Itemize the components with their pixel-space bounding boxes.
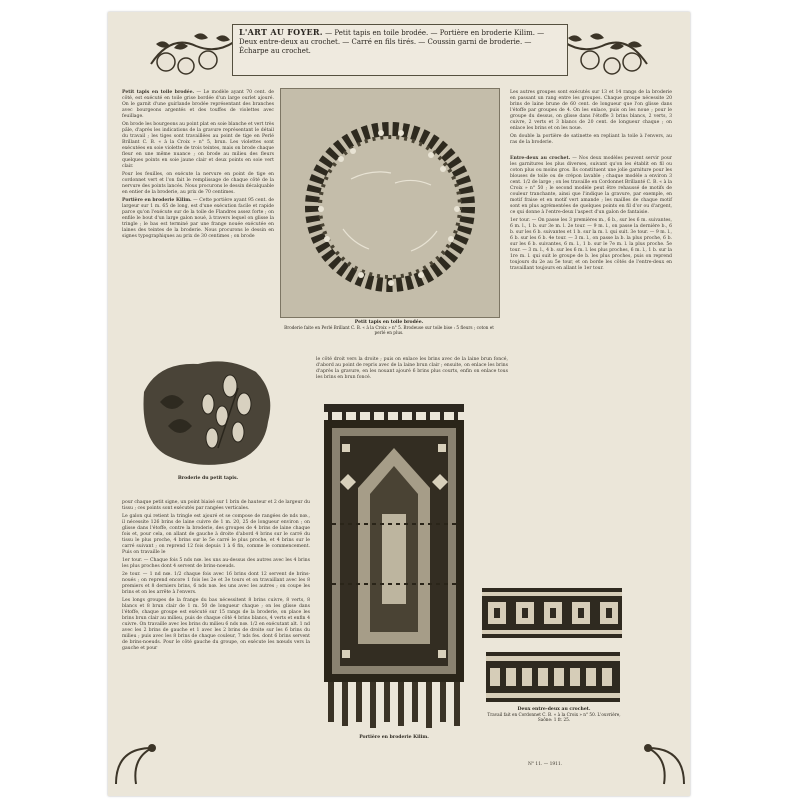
column-left-bottom [122,500,310,654]
fruit-ornament-right-icon [562,24,652,84]
wreath-caption-detail: Broderie faite en Perlé Brillant C. B. « à la Croix » n° 5. Brodeuse sur toile bise : 5 fleurs ; coton et perlé en plus. [284,325,494,335]
header-band [146,20,652,84]
column-left-top [122,90,274,242]
wreath-caption-title: Petit tapis en toile brodée. [354,320,424,325]
lace-caption-title: Deux entre-deux au crochet. [517,707,591,712]
col3-paragraph: Les autres groupes sont exécutés sur 13 et 14 rangs de la broderie en passant un rang entre les groupes. Chaque groupe nécessite 20 brins de laine brune de 60 cent. de longueur que l'on glisse dans l'étoffe par groupes de 4. On les enlace, puis on les noue ; pour le groupe du dessus, on glisse dans l'étoffe 3 brins blancs, 2 verts, 3 cuivre, 2 verts et 3 blancs de 20 cent. de longueur chaque ; on enlace les brins et on les noue. [510,90,672,131]
col1b-paragraph-4: 2e tour. — 1 nd nœ. 1/2 chaque fois avec 16 brins dont 12 servent de brins-noués ; on reprend encore 1 fois les 2e et 3e tours et on travaillant avec les 8 premiers et 8 derniers brins, 6 nds nœ. les uns avec les autres ; on coupe les brins et on les arrête à l'envers. [122,572,310,595]
entre-paragraph [510,156,672,216]
rounds-paragraph: 1er tour. — On passe les 3 premières m., 6 b., sur les 6 m. suivantes, 6 m. l., 1 b. sur 3e m. l. 2e tour. — 9 m. l., on passe la dernière b., 6 b. sur les 6 b. suivantes et 1 b. sur la m. l. qui suit. 3e tour. — 9 m. l., 6 b. sur les 6 b. 4e tour. — 3 m. l., on passe la b. la plus proche, 6 b. sur les 6 b. suivantes, 6 m. l., 1 b. sur le 7e m. l. la plus proche. 5e tour. — 3 m. l., 4 b. sur les 6 m. l. les plus proches, 6 m. l., 1 b. sur la 1re m. l. qui suit le groupe de b. les plus proches, puis on reprend toujours du 2e au 5e tour, et on borde les côtés de l'entre-deux en travaillant toujours en allant le 1er tour. [510,218,672,271]
tapis-title: Petit tapis en toile brodée. [122,90,195,95]
crochet-lace-2-icon [486,652,620,702]
wreath-caption [280,319,498,335]
wreath-embroidery-icon [281,89,499,317]
lace-caption [482,706,626,722]
lace-figure-1 [482,588,622,638]
col1b-paragraph: pour chaque petit signe, un point biaisé sur 1 brin de hauteur et 2 de largeur du tissu ; ces points sont exécutés par rangées verticales. [122,500,310,511]
fruit-ornament-left-icon [146,24,236,84]
column-right-top [510,90,672,274]
col3-paragraph-2: On double la portière de satinette en repliant la toile à l'envers, au ras de la broderie. [510,134,672,145]
tapis-paragraph-3: Pour les feuilles, on exécute la nervure en point de tige en cordonnet vert et l'on fait le remplissage de chaque côté de la nervure des points lancés. Nous procurons le dessin décalquable en entier de la broderie, au prix de 70 centimes. [122,172,274,195]
tapis-text: — Le modèle ayant 70 cent. de côté, est exécuté en toile grise bordée d'un large ourlet ajouré. On le garnit d'une guirlande brodée représentant des branches avec bourgeons argentés et des touffes de violettes avec feuillage. [122,90,275,119]
col1b-paragraph-3: 1er tour. — Chaque fois 5 nds nœ. les uns au-dessus des autres avec les 4 brins les plus proches dont 4 servent de brins-noeuds. [122,558,310,569]
kilim-rug-icon [318,404,470,732]
portiere-title: Portière en broderie Kilim. [122,198,192,203]
portiere-text: — Cette portière ayant 95 cent. de largeur sur 1 m. 65 de long, est d'une exécution facile et rapide parce qu'on l'exécute sur de la toile de Flandres assez forte ; on enfile le bout d'un large galon noué, à travers lequel on glisse la tringle ; le bas est terminé par une frange nouée exécutée en laines des teintes de la broderie. Nous procurons le dessin en signes typographiques au prix de 30 centimes ; on brode [122,198,274,239]
page-number: N° 11. — 1911. [528,762,563,767]
entre-text: — Nos deux modèles peuvent servir pour les garnitures les plus diverses, suivant qu'on les établit en fil ou coton plus ou moins gros. Ils constituent une jolie garniture pour les blouses de toile ou de crépon lavable ; chaque modèle a environ 3 cent. 1/2 de large ; on les travaille en Cordonnet Brillanté C. B. « à la Croix » n° 50 ; le second modèle peut être rehaussé de motifs de couleur tranchante, ainsi que l'indique la gravure, par exemple, en motif fraise et en motif vert amande ; les mailles de chaque motif sont en plus agrémentées de quelques points en fil d'or ou d'argent, ce qui donne à l'entre-deux l'aspect d'un galon de fantaisie. [510,156,672,215]
lace-figure-2 [486,652,620,702]
corner-ornament-left-icon [112,728,172,788]
col2-paragraph: le côté droit vers la droite ; puis on enlace les brins avec de la laine brun foncé, d'abord au point de repris avec de la laine brun clair ; ensuite, on enlace les brins d'après la gravure, en les nouant ajouré 6 brins plus courts, enfin on enlace tous les brins en brun foncé. [316,357,508,380]
portiere-paragraph [122,198,274,240]
crochet-lace-1-icon [482,588,622,638]
tapis-paragraph [122,90,274,120]
col1b-paragraph-2: Le galon qui retient la tringle est ajouré et se compose de rangées de nds nœ., il nécessite 126 brins de laine cuivre de 1 m. 20, 25 de longueur environ ; on glisse dans l'étoffe, contre la broderie, des groupes de 4 brins de laine chaque fois et, pour cela, on allant de gauche à droite d'abord 4 brins sur le carré du tissu le plus proche, 4 brins sur le 5e carré le plus proche, et 4 brins sur le carré suivant ; on reprend 12 fois depuis 1 à 6 fin, comme le commencement. Puis on travaille le [122,514,310,555]
detail-embroidery-icon [138,352,278,472]
detail-caption [138,475,278,481]
page-subtitle: — Petit tapis en toile brodée. — Portière en broderie Kilim. — Deux entre-deux au crochet. — Carré en fils tirés. — Coussin garni de broderie. — Écharpe au crochet. [239,29,545,55]
detail-caption-text: Broderie du petit tapis. [177,476,239,481]
wreath-figure [280,88,500,318]
column-middle-text [316,357,508,383]
corner-ornament-right-icon [628,728,688,788]
kilim-caption [318,734,470,740]
header-box [232,24,568,76]
magazine-page [108,12,690,796]
kilim-figure [318,404,470,732]
col1b-paragraph-5: Les longs groupes de la frange du bas nécessitent 8 brins cuivre, 8 verts, 8 blancs et 8 brun clair de 1 m. 50 de longueur chaque ; on les glisse dans l'étoffe, chaque groupe est exécuté sur 15 rangs de la broderie, on place les brins brun clair au milieu, puis de chaque côté 4 brins blancs, 4 verts et enfin 4 cuivre. On travaille avec les brins du milieu 6 nds nœ. 1/2 en exécutant alt. 1 nd avec les 2 brins de gauche et 1 avec les 2 brins de droite sur les 6 brins du milieu ; puis avec les 8 brins de chaque couleur, 7 nds fes. dont 6 brins servent de brins-noeuds. Pour le côté gauche du groupe, on exécute les nœuds vers la gauche et pour [122,598,310,651]
tapis-paragraph-2: On brode les bourgeons au point plat en soie blanche et vert très pâle, d'après les indications de la gravure représentant le détail du travail ; les tiges sont travaillées au point de tige en Perlé Brillant C. B. « à la Croix » n° 5, brun. Les violettes sont exécutées en soie violette de trois teintes, mais on brode chaque fleur en une même nuance ; on brode au milieu des fleurs quelques points en soie jaune clair et deux points en soie vert clair. [122,122,275,169]
detail-figure [138,352,278,472]
page-title: L'ART AU FOYER. [239,27,323,37]
lace-caption-detail: Travail fait en Cordonnet C. B. « à la Croix » n° 50. L'ouvrière, Saône: 1 fr. 25. [487,712,621,722]
entre-title: Entre-deux au crochet. [510,156,571,161]
kilim-caption-text: Portière en broderie Kilim. [359,735,429,740]
